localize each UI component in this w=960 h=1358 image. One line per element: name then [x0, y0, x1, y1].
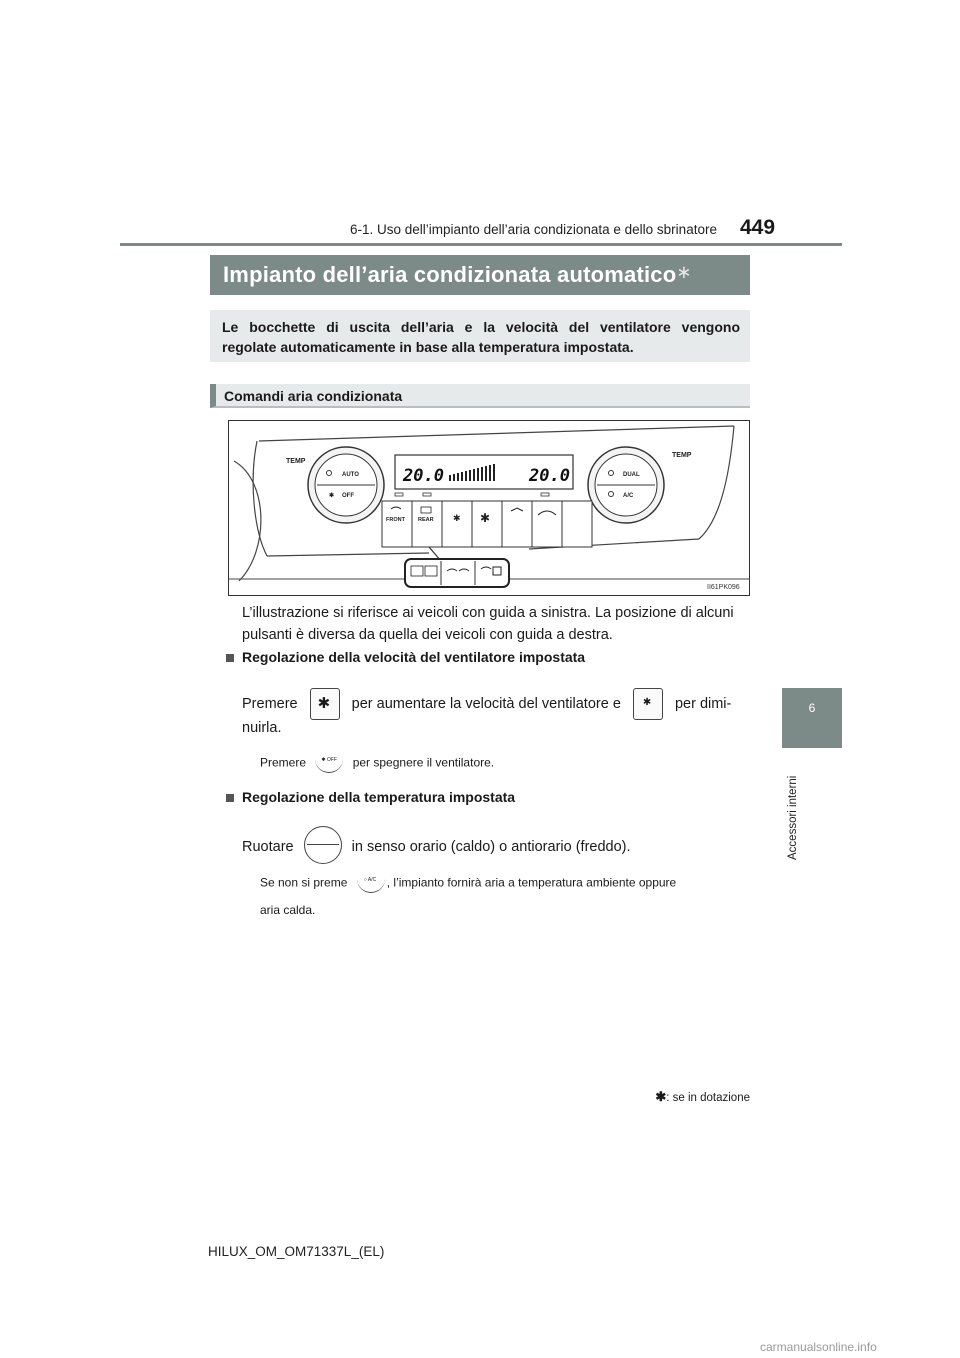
- fan-heading: [226, 649, 585, 665]
- fan-line-1b: per aumentare la velocità del ventilatore e: [351, 695, 621, 712]
- rear-label: REAR: [418, 517, 434, 523]
- caption-line-2: pulsanti è diversa da quella dei veicoli con guida a destra.: [242, 627, 613, 643]
- chapter-tab: 6: [782, 688, 842, 748]
- rear-defroster-button: [412, 501, 442, 547]
- blank-button: [562, 501, 592, 547]
- temp-knob-icon: [304, 826, 342, 864]
- fan-line-1a: Premere: [242, 695, 298, 712]
- bullet-square-icon: [226, 794, 234, 802]
- footnote: [590, 1089, 750, 1105]
- ac-button-icon: ○ A/C: [357, 874, 385, 893]
- temp-heading-text: Regolazione della temperatura impostata: [242, 789, 516, 805]
- temp-note-b: , l’impianto fornirà aria a temperatura ambiente oppure: [386, 875, 677, 890]
- fan-line-2: nuirla.: [242, 720, 282, 736]
- subheading: Comandi aria condizionata: [224, 388, 403, 404]
- display-right-temp: 20.0: [529, 466, 570, 486]
- page-title: [223, 262, 692, 288]
- optional-mark: ∗: [676, 262, 692, 282]
- fan-up-button-icon: ✱: [310, 688, 340, 720]
- temp-left-label: TEMP: [286, 458, 306, 465]
- header-rule: [120, 243, 842, 246]
- dual-label: DUAL: [623, 472, 640, 478]
- front-label: FRONT: [386, 517, 405, 523]
- manual-code: HILUX_OM_OM71337L_(EL): [208, 1244, 385, 1259]
- intro-line-2: regolate automaticamente in base alla temperatura impostata.: [222, 339, 634, 355]
- caption-line-1: L’illustrazione si riferisce ai veicoli con guida a sinistra. La posizione di alcuni: [242, 605, 734, 621]
- watermark: carmanualsonline.info: [760, 1340, 877, 1354]
- control-panel-illustration: [229, 421, 749, 595]
- off-label: OFF: [342, 493, 354, 499]
- temp-right-label: TEMP: [672, 452, 692, 459]
- page-number: 449: [740, 216, 776, 239]
- bullet-square-icon: [226, 654, 234, 662]
- page-title-text: Impianto dell’aria condizionata automatico: [223, 262, 677, 287]
- fan-line-1: [242, 688, 731, 720]
- temp-heading: [226, 789, 515, 805]
- auto-label: AUTO: [342, 472, 359, 478]
- temp-line-1a: Ruotare: [242, 838, 294, 855]
- asterisk-icon: ✱: [655, 1089, 667, 1104]
- fan-line-1c: per dimi-: [674, 695, 732, 712]
- figure-caption: [242, 602, 748, 646]
- fan-heading-text: Regolazione della velocità del ventilatore impostata: [242, 649, 586, 665]
- footnote-text: : se in dotazione: [666, 1092, 750, 1104]
- section-title: 6-1. Uso dell’impianto dell’aria condizionata e dello sbrinatore: [350, 222, 717, 237]
- fan-note-a: Premere: [260, 755, 307, 770]
- figure-code: II61PK096: [707, 584, 740, 591]
- chapter-label: Accessori interni: [787, 775, 799, 860]
- fan-note-b: per spegnere il ventilatore.: [352, 755, 495, 770]
- fan-note: [260, 754, 494, 773]
- front-defroster-button: [382, 501, 412, 547]
- ac-label: A/C: [623, 493, 634, 499]
- temp-note-a: Se non si preme: [260, 875, 348, 890]
- control-panel-figure: [228, 420, 750, 596]
- svg-text:✱: ✱: [453, 514, 461, 524]
- off-button-icon: ✱ OFF: [315, 754, 343, 773]
- svg-text:✱: ✱: [480, 511, 491, 525]
- temp-line-1b: in senso orario (caldo) o antiorario (freddo).: [351, 838, 631, 855]
- fan-down-button-icon: ✱: [633, 688, 663, 720]
- display-left-temp: 20.0: [403, 466, 444, 486]
- temp-line-1: [242, 828, 631, 866]
- fan-down-button: [442, 501, 472, 547]
- temp-note-1: [260, 874, 746, 893]
- temp-note-2: aria calda.: [260, 903, 316, 917]
- svg-text:✱: ✱: [329, 493, 335, 499]
- intro-line-1: Le bocchette di uscita dell’aria e la velocità del ventilatore vengono: [222, 319, 740, 335]
- recirculation-button: [532, 501, 562, 547]
